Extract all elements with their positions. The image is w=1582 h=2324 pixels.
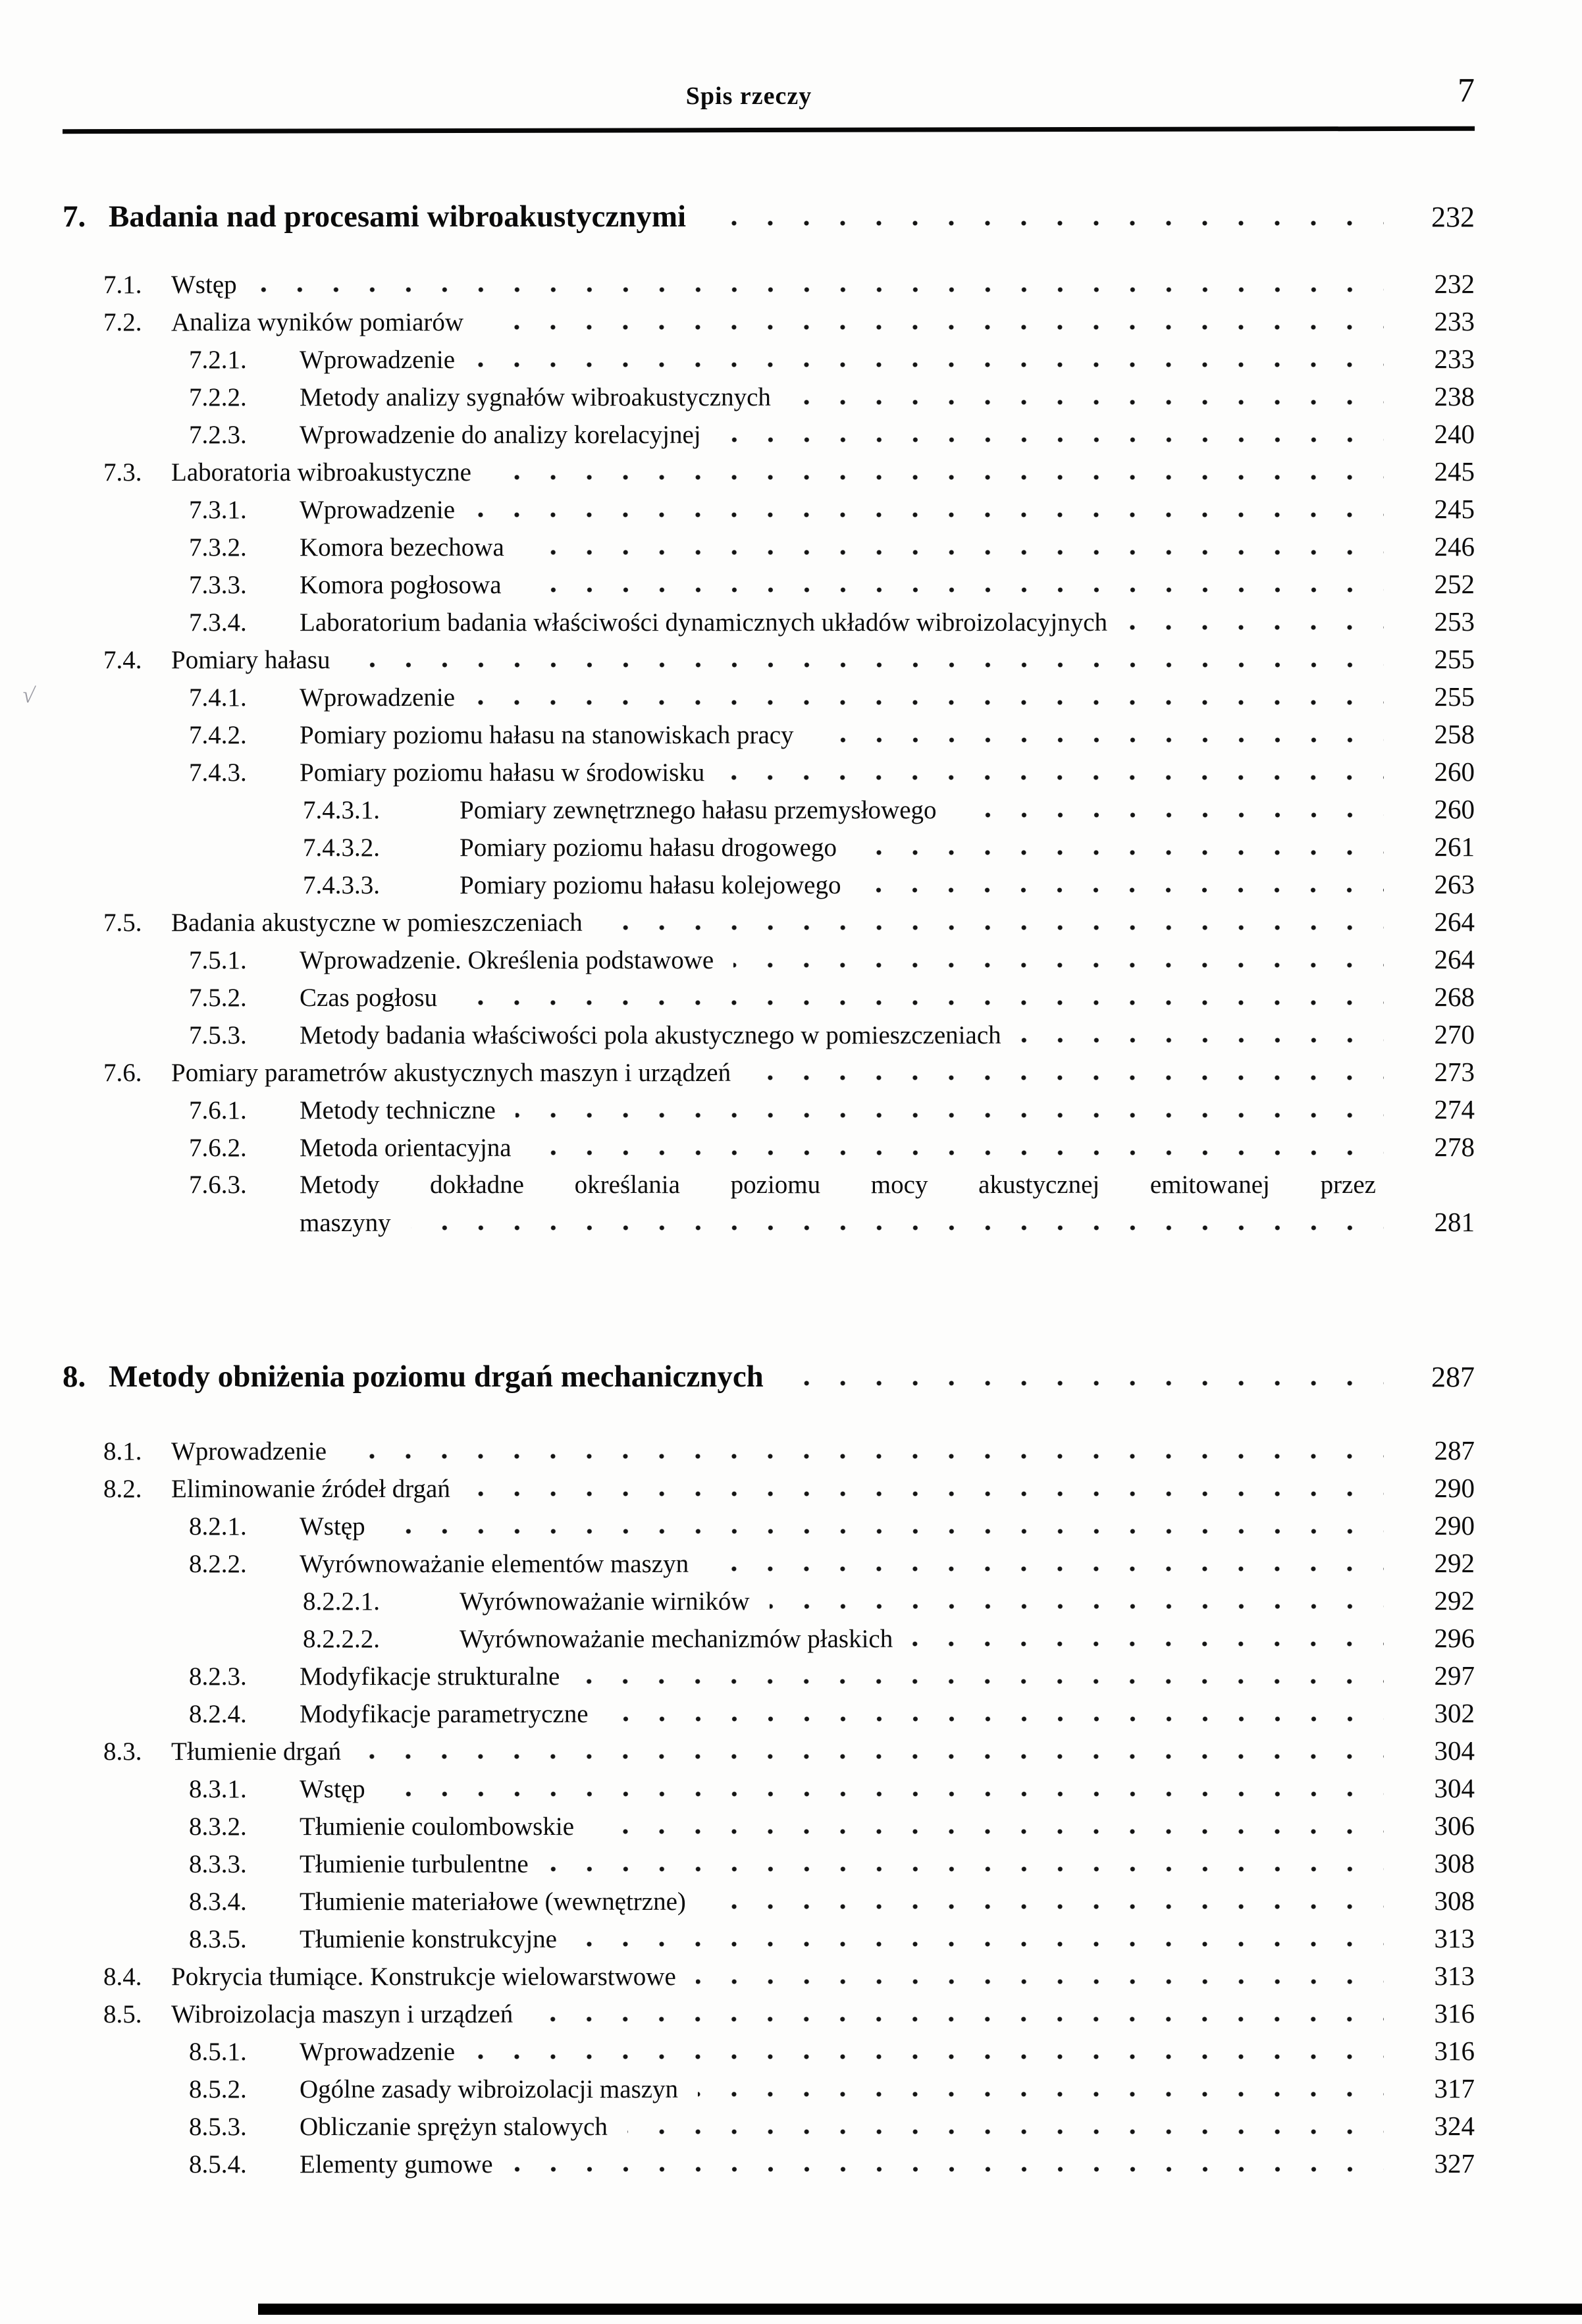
- toc-entry-number: 7.3.3.: [189, 571, 247, 599]
- dot-leader: [814, 737, 1384, 743]
- toc-entry-page: 245: [1434, 494, 1475, 524]
- dot-leader: [577, 1941, 1384, 1947]
- toc-entry-title: Wyrównoważanie wirników: [460, 1587, 750, 1616]
- toc-entry-number: 8.3.4.: [189, 1888, 247, 1916]
- toc-entry: [63, 1882, 1475, 1920]
- toc-entry-title: Metody badania właściwości pola akustycznego w pomieszczeniach: [300, 1021, 1001, 1049]
- dot-leader: [385, 1528, 1384, 1535]
- toc-entry-number: 8.2.4.: [189, 1700, 247, 1728]
- toc-entry-number: 7.5.: [103, 909, 142, 937]
- toc-entry-title: Wprowadzenie: [300, 2038, 456, 2066]
- toc-entry-page: 264: [1434, 944, 1475, 974]
- dot-leader: [548, 1866, 1384, 1872]
- toc-entry-page: 233: [1434, 344, 1475, 374]
- toc-entry-page: 281: [1434, 1207, 1475, 1237]
- dot-leader: [696, 1978, 1384, 1985]
- chapter-title: Badania nad procesami wibroakustycznymi: [109, 199, 687, 234]
- toc-entry: [63, 303, 1475, 340]
- toc-entry-title: Wprowadzenie do analizy korelacyjnej: [300, 421, 701, 449]
- toc-entry: [63, 1469, 1475, 1507]
- toc-entry-number: 7.1.: [103, 271, 142, 299]
- toc-entry-page: 240: [1434, 419, 1475, 449]
- toc-entry-title: Wprowadzenie. Określenia podstawowe: [300, 946, 714, 974]
- toc-entry-number: 7.2.: [103, 308, 142, 336]
- toc-entry: [63, 2070, 1475, 2107]
- toc-entry-page: 287: [1434, 1435, 1475, 1466]
- toc-entry-title: Pomiary zewnętrznego hałasu przemysłowego: [460, 796, 937, 824]
- dot-leader: [1127, 624, 1384, 631]
- toc-entry-title: Komora pogłosowa: [300, 571, 502, 599]
- toc-entry: [63, 2107, 1475, 2145]
- toc-entry: [63, 1016, 1475, 1053]
- toc-entry-number: 8.3.5.: [189, 1925, 247, 1953]
- toc-entry-page: 316: [1434, 1998, 1475, 2028]
- toc-entry-number: 7.2.2.: [189, 383, 247, 411]
- toc-entry: [63, 528, 1475, 566]
- toc-entry-number: 7.2.3.: [189, 421, 247, 449]
- dot-leader: [786, 1380, 1384, 1386]
- toc-entry: [63, 453, 1475, 490]
- toc-entry-number: 8.2.2.1.: [303, 1587, 380, 1616]
- toc-entry-title: Metody dokładne określania poziomu mocy akustycznej emitowanej przez: [300, 1171, 1376, 1199]
- toc-entry: [63, 1507, 1475, 1545]
- toc-entry: [63, 566, 1475, 603]
- toc-entry-page: 261: [1434, 832, 1475, 862]
- toc-entry-page: 264: [1434, 907, 1475, 937]
- toc-entry-title: Wprowadzenie: [300, 683, 456, 712]
- dot-leader: [457, 999, 1384, 1006]
- page-number: 7: [1458, 72, 1475, 109]
- dot-leader: [385, 1791, 1384, 1797]
- toc-entry-page: 296: [1434, 1623, 1475, 1653]
- toc-entry: [63, 1545, 1475, 1582]
- dot-leader: [594, 1828, 1384, 1835]
- toc-entry: [63, 1053, 1475, 1091]
- toc-entry-page: 306: [1434, 1810, 1475, 1841]
- toc-entry: [63, 978, 1475, 1016]
- toc-entry: [63, 828, 1475, 866]
- chapter-page: 287: [1431, 1361, 1475, 1393]
- toc-entry-number: 7.3.2.: [189, 533, 247, 562]
- toc-entry: [63, 1995, 1475, 2032]
- toc-entry: [63, 716, 1475, 753]
- toc-entry-number: 7.4.3.3.: [303, 871, 380, 899]
- dot-leader: [791, 399, 1384, 406]
- toc-entry-number: 7.4.3.: [189, 758, 247, 787]
- dot-leader: [524, 549, 1384, 556]
- toc-entry-title: Pomiary poziomu hałasu kolejowego: [460, 871, 841, 899]
- toc-entry-page: 255: [1434, 644, 1475, 674]
- toc-entry-page: 304: [1434, 1773, 1475, 1803]
- toc-entry: [63, 490, 1475, 528]
- toc-entry-number: 8.5.1.: [189, 2038, 247, 2066]
- toc-entry: [63, 1620, 1475, 1657]
- toc-entry-number: 8.1.: [103, 1437, 142, 1466]
- dot-leader: [912, 1641, 1384, 1647]
- toc-entry-title: Pomiary poziomu hałasu na stanowiskach pracy: [300, 721, 794, 749]
- toc-entry-title: Tłumienie coulombowskie: [300, 1812, 575, 1841]
- toc-entry-title: Eliminowanie źródeł drgań: [171, 1475, 450, 1503]
- page-header: [63, 72, 1475, 132]
- toc-entry-number: 7.6.: [103, 1059, 142, 1087]
- toc-entry: [63, 1807, 1475, 1845]
- toc-entry-number: 8.3.2.: [189, 1812, 247, 1841]
- toc-entry-title: Tłumienie konstrukcyjne: [300, 1925, 557, 1953]
- toc-entry-title: Wstęp: [300, 1512, 365, 1541]
- toc-entry-page: 258: [1434, 719, 1475, 749]
- toc-entry: [63, 1732, 1475, 1770]
- toc-entry-page: 260: [1434, 756, 1475, 787]
- chapter-number: 7.: [63, 199, 86, 234]
- toc-entry: [63, 753, 1475, 791]
- toc-entry-title: Elementy gumowe: [300, 2150, 493, 2179]
- dot-leader: [857, 849, 1384, 856]
- toc-entry-page: 324: [1434, 2111, 1475, 2141]
- dot-leader: [957, 812, 1384, 818]
- toc-entry-title: Czas pogłosu: [300, 984, 438, 1012]
- toc-entry-page: 317: [1434, 2073, 1475, 2103]
- toc-entry-number: 7.6.3.: [189, 1171, 247, 1199]
- dot-leader: [411, 1225, 1384, 1231]
- toc-entry-title: Wstęp: [171, 271, 237, 299]
- scan-streak: [258, 2304, 1582, 2315]
- toc-entry: [63, 603, 1475, 641]
- toc-entry-title: Tłumienie drgań: [171, 1737, 342, 1766]
- toc-entry-page: 232: [1434, 269, 1475, 299]
- toc-entry-title: maszyny: [300, 1209, 391, 1237]
- toc-entry-page: 273: [1434, 1057, 1475, 1087]
- dot-leader: [860, 887, 1384, 893]
- toc-entry: [63, 1770, 1475, 1807]
- toc-entry-page: 238: [1434, 381, 1475, 411]
- dot-leader: [627, 2128, 1384, 2135]
- toc-entry-number: 8.2.: [103, 1475, 142, 1503]
- toc-entry-title: Laboratorium badania właściwości dynamicznych układów wibroizolacyjnych: [300, 608, 1108, 637]
- toc-entry-page: 253: [1434, 606, 1475, 637]
- toc-entry-page: 245: [1434, 456, 1475, 487]
- dot-leader: [257, 286, 1384, 293]
- toc-entry-number: 8.5.3.: [189, 2113, 247, 2141]
- dot-leader: [708, 220, 1384, 226]
- toc-entry-page: 290: [1434, 1473, 1475, 1503]
- toc-entry: [63, 903, 1475, 941]
- toc-entry-number: 8.5.: [103, 2000, 142, 2028]
- toc-entry-page: 263: [1434, 869, 1475, 899]
- toc-entry: [63, 1203, 1475, 1241]
- toc-entry: [63, 2032, 1475, 2070]
- toc-entry-number: 8.3.3.: [189, 1850, 247, 1878]
- toc-entry: [63, 866, 1475, 903]
- dot-leader: [361, 1753, 1384, 1760]
- toc-entry-title: Tłumienie materiałowe (wewnętrzne): [300, 1888, 686, 1916]
- chapter-number: 8.: [63, 1360, 86, 1394]
- chapter-title: Metody obniżenia poziomu drgań mechanicznych: [109, 1360, 764, 1394]
- toc-entry-page: 270: [1434, 1019, 1475, 1049]
- toc-entry: [63, 641, 1475, 678]
- toc-entry-number: 8.2.2.: [189, 1550, 247, 1578]
- toc: [63, 193, 1475, 2182]
- toc-entry-page: 304: [1434, 1735, 1475, 1766]
- toc-entry: [63, 791, 1475, 828]
- dot-leader: [513, 2166, 1384, 2173]
- toc-entry: [63, 1128, 1475, 1166]
- toc-entry-number: 8.2.2.2.: [303, 1625, 380, 1653]
- dot-leader: [350, 662, 1384, 668]
- dot-leader: [1021, 1037, 1384, 1043]
- toc-entry-title: Wibroizolacja maszyn i urządzeń: [171, 2000, 514, 2028]
- dot-leader: [533, 2016, 1384, 2022]
- toc-entry-number: 8.2.1.: [189, 1512, 247, 1541]
- dot-leader: [531, 1149, 1384, 1156]
- chapter-heading: [63, 1353, 1475, 1400]
- toc-entry: [63, 415, 1475, 453]
- toc-entry-title: Laboratoria wibroakustyczne: [171, 458, 471, 487]
- toc-entry-number: 8.4.: [103, 1963, 142, 1991]
- toc-entry: [63, 378, 1475, 415]
- dot-leader: [521, 587, 1384, 593]
- toc-entry-title: Pomiary parametrów akustycznych maszyn i urządzeń: [171, 1059, 731, 1087]
- dot-leader: [470, 1491, 1384, 1497]
- toc-entry-number: 7.6.2.: [189, 1134, 247, 1162]
- toc-entry: [63, 1845, 1475, 1882]
- toc-entry-page: 260: [1434, 794, 1475, 824]
- toc-entry: [63, 2145, 1475, 2182]
- toc-entry: [63, 265, 1475, 303]
- dot-leader: [579, 1678, 1384, 1685]
- dot-leader: [491, 474, 1384, 481]
- dot-leader: [475, 361, 1384, 368]
- toc-entry-title: Pokrycia tłumiące. Konstrukcje wielowarstwowe: [171, 1963, 676, 1991]
- dot-leader: [733, 962, 1384, 968]
- toc-entry-number: 8.3.: [103, 1737, 142, 1766]
- dot-leader: [475, 699, 1384, 706]
- toc-entry-title: Tłumienie turbulentne: [300, 1850, 529, 1878]
- toc-entry-title: Pomiary hałasu: [171, 646, 330, 674]
- toc-entry-number: 8.3.1.: [189, 1775, 247, 1803]
- dot-leader: [708, 1566, 1384, 1572]
- toc-entry-page: 274: [1434, 1094, 1475, 1124]
- dot-leader: [706, 1903, 1384, 1910]
- toc-entry-number: 7.6.1.: [189, 1096, 247, 1124]
- toc-entry-page: 292: [1434, 1548, 1475, 1578]
- toc-entry-number: 7.5.3.: [189, 1021, 247, 1049]
- toc-entry-page: 297: [1434, 1660, 1475, 1691]
- toc-entry: [63, 1920, 1475, 1957]
- running-title: Spis rzeczy: [685, 82, 812, 110]
- toc-entry-page: 327: [1434, 2148, 1475, 2179]
- toc-entry-title: Modyfikacje strukturalne: [300, 1662, 560, 1691]
- toc-entry-number: 7.3.: [103, 458, 142, 487]
- toc-entry: [63, 1432, 1475, 1469]
- toc-entry-title: Metoda orientacyjna: [300, 1134, 512, 1162]
- pen-mark: √: [20, 682, 37, 709]
- chapter-entries: [63, 265, 1475, 1241]
- dot-leader: [751, 1074, 1384, 1081]
- dot-leader: [724, 774, 1384, 781]
- toc-entry: [63, 340, 1475, 378]
- toc-entry-page: 302: [1434, 1698, 1475, 1728]
- toc-entry-page: 233: [1434, 306, 1475, 336]
- toc-entry-title: Ogólne zasady wibroizolacji maszyn: [300, 2075, 679, 2103]
- toc-entry-title: Wprowadzenie: [300, 496, 456, 524]
- toc-entry: [63, 1657, 1475, 1695]
- toc-entry-number: 7.4.3.1.: [303, 796, 380, 824]
- toc-entry-page: 313: [1434, 1923, 1475, 1953]
- chapter: [63, 193, 1475, 1241]
- toc-entry-title: Analiza wyników pomiarów: [171, 308, 464, 336]
- toc-entry-page: 292: [1434, 1585, 1475, 1616]
- toc-entry-title: Metody analizy sygnałów wibroakustycznych: [300, 383, 771, 411]
- toc-entry-number: 7.5.1.: [189, 946, 247, 974]
- toc-entry-title: Pomiary poziomu hałasu w środowisku: [300, 758, 705, 787]
- header-rule: [63, 126, 1475, 134]
- toc-entry-number: 7.4.1.: [189, 683, 247, 712]
- toc-entry-title: Metody techniczne: [300, 1096, 496, 1124]
- chapter-entries: [63, 1432, 1475, 2182]
- toc-entry-page: 308: [1434, 1848, 1475, 1878]
- dot-leader: [770, 1603, 1384, 1610]
- toc-entry-page: 278: [1434, 1132, 1475, 1162]
- toc-entry-title: Wyrównoważanie elementów maszyn: [300, 1550, 689, 1578]
- toc-entry-page: 252: [1434, 569, 1475, 599]
- toc-entry-title: Obliczanie sprężyn stalowych: [300, 2113, 608, 2141]
- toc-entry: [63, 1091, 1475, 1128]
- toc-entry-number: 7.3.4.: [189, 608, 247, 637]
- toc-entry-title: Badania akustyczne w pomieszczeniach: [171, 909, 583, 937]
- chapter: [63, 1353, 1475, 2182]
- toc-entry-number: 8.5.4.: [189, 2150, 247, 2179]
- toc-entry-number: 7.4.2.: [189, 721, 247, 749]
- toc-entry-number: 7.2.1.: [189, 346, 247, 374]
- dot-leader: [475, 512, 1384, 518]
- toc-entry-page: 290: [1434, 1510, 1475, 1541]
- chapter-page: 232: [1431, 201, 1475, 233]
- toc-entry-number: 7.4.3.2.: [303, 833, 380, 862]
- dot-leader: [515, 1112, 1384, 1119]
- toc-entry-title: Wstęp: [300, 1775, 365, 1803]
- toc-entry-number: 8.2.3.: [189, 1662, 247, 1691]
- toc-entry-title: Pomiary poziomu hałasu drogowego: [460, 833, 837, 862]
- toc-entry: [63, 1957, 1475, 1995]
- toc-entry-page: 268: [1434, 982, 1475, 1012]
- toc-entry: [63, 678, 1475, 716]
- toc-entry-title: Wyrównoważanie mechanizmów płaskich: [460, 1625, 893, 1653]
- toc-entry-number: 7.3.1.: [189, 496, 247, 524]
- toc-entry-number: 7.5.2.: [189, 984, 247, 1012]
- toc-entry-page: 308: [1434, 1886, 1475, 1916]
- toc-entry-title: Wprowadzenie: [171, 1437, 327, 1466]
- dot-leader: [475, 2053, 1384, 2060]
- toc-entry-title: Komora bezechowa: [300, 533, 504, 562]
- dot-leader: [602, 924, 1384, 931]
- toc-entry-number: 7.4.: [103, 646, 142, 674]
- dot-leader: [346, 1453, 1384, 1460]
- chapter-heading: [63, 193, 1475, 240]
- toc-entry-page: 246: [1434, 531, 1475, 562]
- toc-entry: [63, 941, 1475, 978]
- toc-entry-title: Modyfikacje parametryczne: [300, 1700, 589, 1728]
- toc-entry-page: 313: [1434, 1961, 1475, 1991]
- toc-entry-page: 255: [1434, 681, 1475, 712]
- toc-entry-title: Wprowadzenie: [300, 346, 456, 374]
- dot-leader: [721, 436, 1384, 443]
- toc-entry-page: 316: [1434, 2036, 1475, 2066]
- dot-leader: [483, 324, 1384, 330]
- toc-entry: [63, 1695, 1475, 1732]
- toc-entry-number: 8.5.2.: [189, 2075, 247, 2103]
- toc-entry: [63, 1166, 1475, 1203]
- dot-leader: [608, 1716, 1384, 1722]
- dot-leader: [698, 2091, 1384, 2098]
- toc-entry: [63, 1582, 1475, 1620]
